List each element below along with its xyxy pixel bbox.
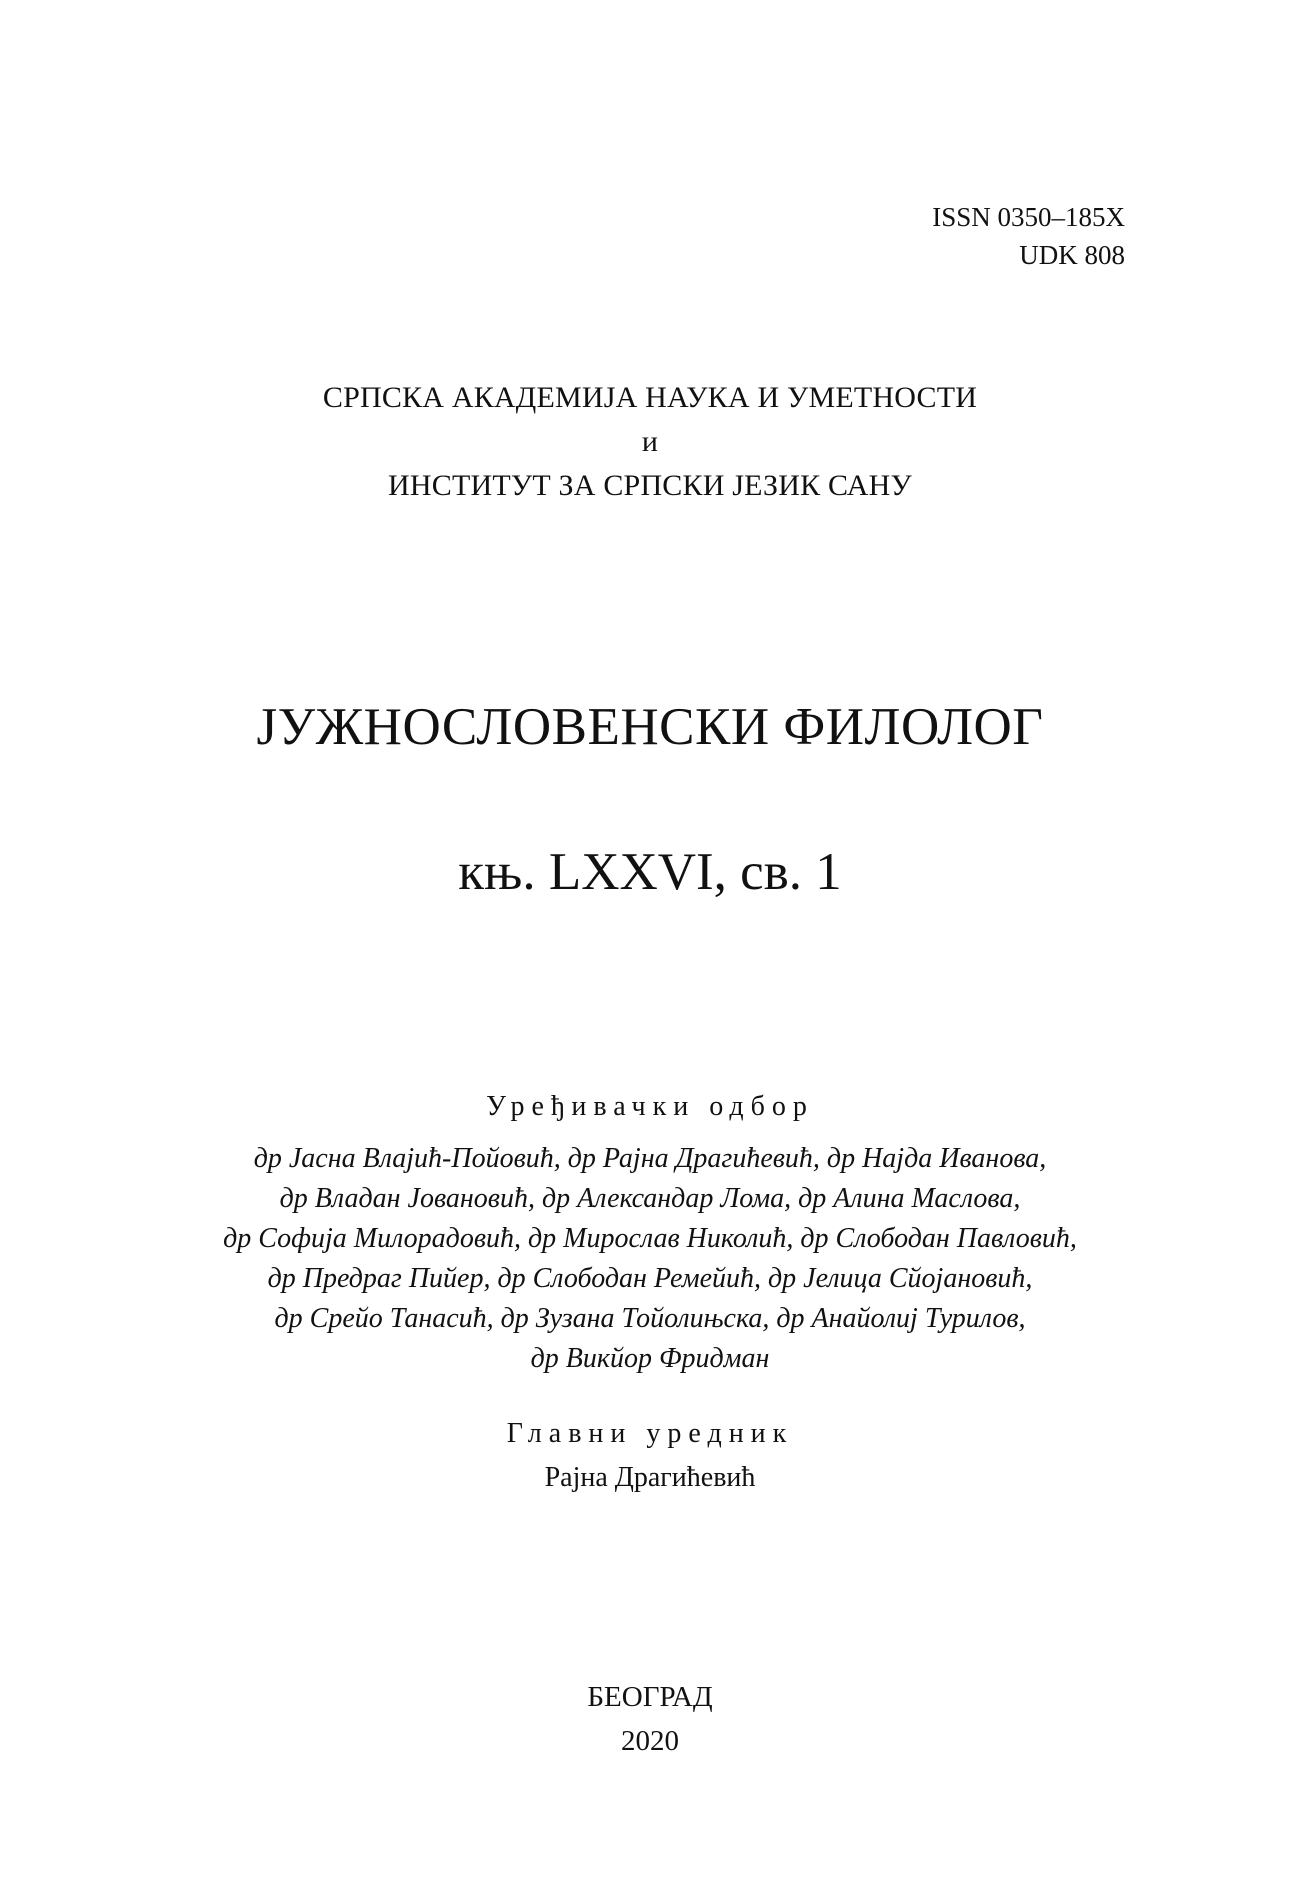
imprint-year: 2020	[621, 1725, 679, 1757]
board-members-line: др Владан Јовановић, др Александар Лома, др Алина Маслова,	[279, 1183, 1021, 1214]
board-members-line: др Јасна Влајић-Пойовић, др Рајна Драгићевић, др Најда Иванова,	[253, 1143, 1047, 1174]
chief-editor	[0, 1414, 1300, 1498]
editorial-board-members	[0, 1139, 1300, 1379]
board-members-line: др Срейо Танасић, др Зузана Тойолињска, др Анайолиј Турилов,	[274, 1303, 1026, 1334]
board-members-line: др Викйор Фридман	[530, 1343, 770, 1374]
udk: UDK 808	[1019, 240, 1125, 270]
chief-editor-heading: Главни уредник	[506, 1418, 794, 1449]
chief-editor-name: Рајна Драгићевић	[544, 1462, 756, 1493]
issn: ISSN 0350–185X	[932, 202, 1125, 232]
publisher-conjunction: и	[641, 425, 659, 458]
journal-title: ЈУЖНОСЛОВЕНСКИ ФИЛОЛОГ	[256, 698, 1044, 756]
institute-name: ИНСТИТУТ ЗА СРПСКИ ЈЕЗИК САНУ	[388, 469, 912, 502]
volume-issue: књ. LXXVI, св. 1	[458, 843, 842, 901]
editorial-board	[0, 1087, 1300, 1379]
imprint-city: БЕОГРАД	[587, 1681, 713, 1713]
identifier-block	[932, 198, 1125, 274]
board-members-line: др Софија Милорадовић, др Мирослав Николић, др Слободан Павловић,	[223, 1223, 1077, 1254]
board-members-line: др Предраг Пийер, др Слободан Ремейић, др Јелица Сйојановић,	[267, 1263, 1033, 1294]
imprint	[0, 1675, 1300, 1763]
publisher-block	[0, 376, 1300, 508]
editorial-board-heading: Уређивачки одбор	[486, 1091, 814, 1122]
academy-name: СРПСКА АКАДЕМИЈА НАУКА И УМЕТНОСТИ	[322, 381, 978, 414]
